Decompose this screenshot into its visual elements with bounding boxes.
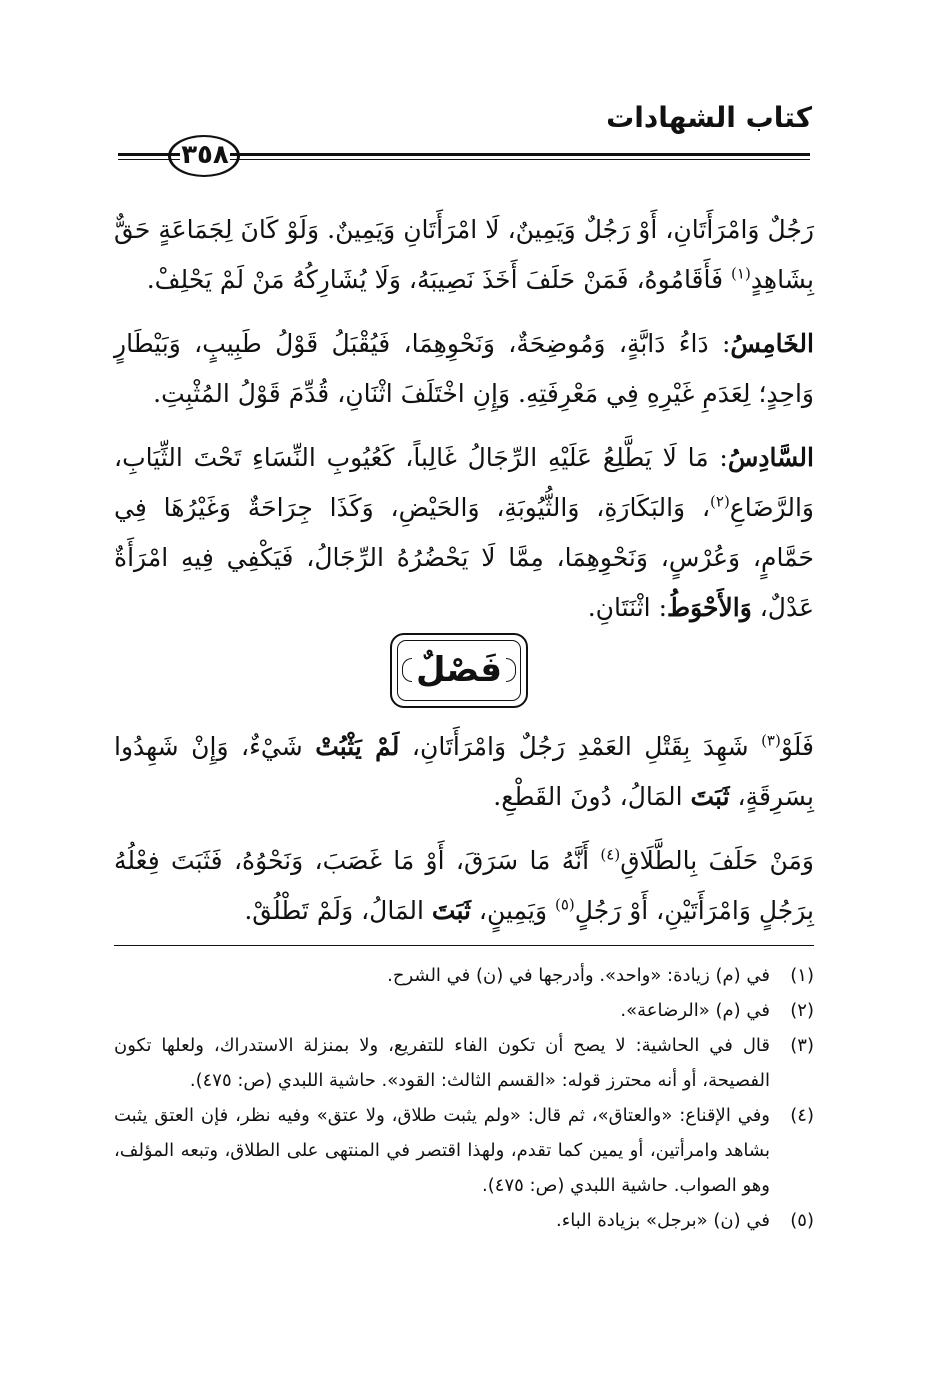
term-sixth: السَّادِسُ bbox=[727, 443, 814, 472]
term-precaution: وَالأَحْوَطُ bbox=[667, 593, 752, 622]
footnote-text: وفي الإقناع: «والعتاق»، ثم قال: «ولم يثبت طلاق، ولا عتق» وفيه نظر، فإن العتق يثبت بشاهد وامرأتين، أو يمين كما تقدم، ولهذا اقتصر في المنتهى على الطلاق، وتبعه المؤلف، وهو الصواب. حاشية اللبدي (ص: ٤٧٥). bbox=[114, 1105, 770, 1196]
paragraph-4-text-a: فَلَوْ bbox=[780, 732, 814, 761]
footnote-ref-2[interactable]: (٢) bbox=[710, 492, 730, 511]
footnotes bbox=[114, 958, 814, 1238]
paragraph-5-text-a: وَمَنْ حَلَفَ بِالطَّلَاقِ bbox=[620, 846, 814, 875]
section-heading bbox=[390, 633, 528, 708]
footnote-4 bbox=[114, 1098, 814, 1203]
paragraph-1 bbox=[114, 205, 814, 305]
paragraph-5-text-b: أَنَّهُ مَا سَرَقَ، أَوْ مَا غَصَبَ، وَنَحْوُهُ، فَثَبَتَ فِعْلُهُ بِرَجُلٍ وَامْرَأَتَيْنِ، أَوْ رَجُلٍ bbox=[114, 846, 814, 925]
footnote-2 bbox=[114, 993, 814, 1028]
section-title: فَصْلٌ bbox=[415, 650, 503, 690]
footnote-number: (٣) bbox=[790, 1035, 814, 1056]
paragraph-4-bold-2: ثَبَتَ bbox=[690, 782, 730, 811]
term-fifth: الخَامِسُ bbox=[730, 329, 814, 358]
paragraph-3-text-a: : مَا لَا يَطَّلِعُ عَلَيْهِ الرِّجَالُ غَالِباً، كَعُيُوبِ النِّسَاءِ تَحْتَ الثِّيَابِ، وَالرَّضَاعِ bbox=[114, 443, 814, 522]
paragraph-4-text-d: المَالُ، دُونَ القَطْعِ. bbox=[493, 782, 691, 811]
paragraph-5-bold: ثَبَتَ bbox=[431, 896, 471, 925]
running-title: كتاب الشهادات bbox=[606, 101, 812, 134]
paragraph-4 bbox=[114, 722, 814, 822]
footnote-text: في (م) «الرضاعة». bbox=[620, 1000, 770, 1021]
footnote-1 bbox=[114, 958, 814, 993]
footnote-number: (١) bbox=[790, 965, 814, 986]
paragraph-3 bbox=[114, 433, 814, 633]
main-text-2 bbox=[114, 722, 814, 950]
footnote-5 bbox=[114, 1203, 814, 1238]
paragraph-2-text: : دَاءُ دَابَّةٍ، وَمُوضِحَةٌ، وَنَحْوِهِمَا، فَيُقْبَلُ قَوْلُ طَبِيبٍ، وَبَيْطَارٍ وَاحِدٍ؛ لِعَدَمِ غَيْرِهِ فِي مَعْرِفَتِهِ. وَإِنِ اخْتَلَفَ اثْنَانِ، قُدِّمَ قَوْلُ المُثْبِتِ. bbox=[114, 329, 814, 408]
paragraph-1-tail: فَأَقَامُوهُ، فَمَنْ حَلَفَ أَخَذَ نَصِيبَهُ، وَلَا يُشَارِكُهُ مَنْ لَمْ يَحْلِفْ. bbox=[146, 265, 732, 294]
paragraph-1-text: رَجُلٌ وَامْرَأَتَانِ، أَوْ رَجُلٌ وَيَمِينٌ، لَا امْرَأَتَانِ وَيَمِينٌ. وَلَوْ كَانَ لِجَمَاعَةٍ حَقٌّ بِشَاهِدٍ bbox=[114, 215, 814, 294]
paragraph-3-text-b: ، وَالبَكَارَةِ، وَالثُّيُوبَةِ، وَالحَيْضِ، وَكَذَا جِرَاحَةٌ وَغَيْرُهَا فِي حَمَّامٍ، وَعُرْسٍ، وَنَحْوِهِمَا، مِمَّا لَا يَحْضُرُهُ الرِّجَالُ، فَيَكْفِي فِيهِ امْرَأَةٌ عَدْلٌ، bbox=[114, 493, 814, 622]
footnote-number: (٢) bbox=[790, 1000, 814, 1021]
paragraph-4-bold-1: لَمْ يَثْبُتْ bbox=[315, 732, 400, 761]
paragraph-3-text-c: : اثْنَتَانِ. bbox=[587, 593, 667, 622]
footnote-ref-1[interactable]: (١) bbox=[731, 264, 751, 283]
main-text bbox=[114, 205, 814, 647]
header-rule bbox=[230, 153, 810, 160]
page-number: ٣٥٨ bbox=[181, 140, 229, 170]
footnote-3 bbox=[114, 1028, 814, 1098]
footnote-ref-5[interactable]: (٥) bbox=[555, 895, 575, 914]
footnote-number: (٤) bbox=[790, 1105, 814, 1126]
paragraph-4-text-b: شَهِدَ بِقَتْلِ العَمْدِ رَجُلٌ وَامْرَأَتَانِ، bbox=[399, 732, 762, 761]
paragraph-5-text-c: وَيَمِينٍ، bbox=[470, 896, 555, 925]
footnote-number: (٥) bbox=[790, 1210, 814, 1231]
footnote-ref-3[interactable]: (٣) bbox=[761, 731, 781, 750]
footnote-text: في (ن) «برجل» بزيادة الباء. bbox=[556, 1210, 770, 1231]
footnote-text: قال في الحاشية: لا يصح أن تكون الفاء للتفريع، ولا بمنزلة الاستدراك، ولعلها تكون الفصيحة، أو أنه محترز قوله: «القسم الثالث: القود». حاشية اللبدي (ص: ٤٧٥). bbox=[114, 1035, 770, 1091]
paragraph-4-text-c: شَيْءٌ، وَإِنْ شَهِدُوا بِسَرِقَةٍ، bbox=[114, 732, 814, 811]
paragraph-5 bbox=[114, 836, 814, 936]
paragraph-2 bbox=[114, 319, 814, 419]
footnote-ref-4[interactable]: (٤) bbox=[600, 845, 621, 864]
footnote-separator bbox=[114, 945, 814, 946]
footnote-text: في (م) زيادة: «واحد». وأدرجها في (ن) في الشرح. bbox=[387, 965, 770, 986]
paragraph-5-text-d: المَالُ، وَلَمْ تَطْلُقْ. bbox=[244, 896, 432, 925]
